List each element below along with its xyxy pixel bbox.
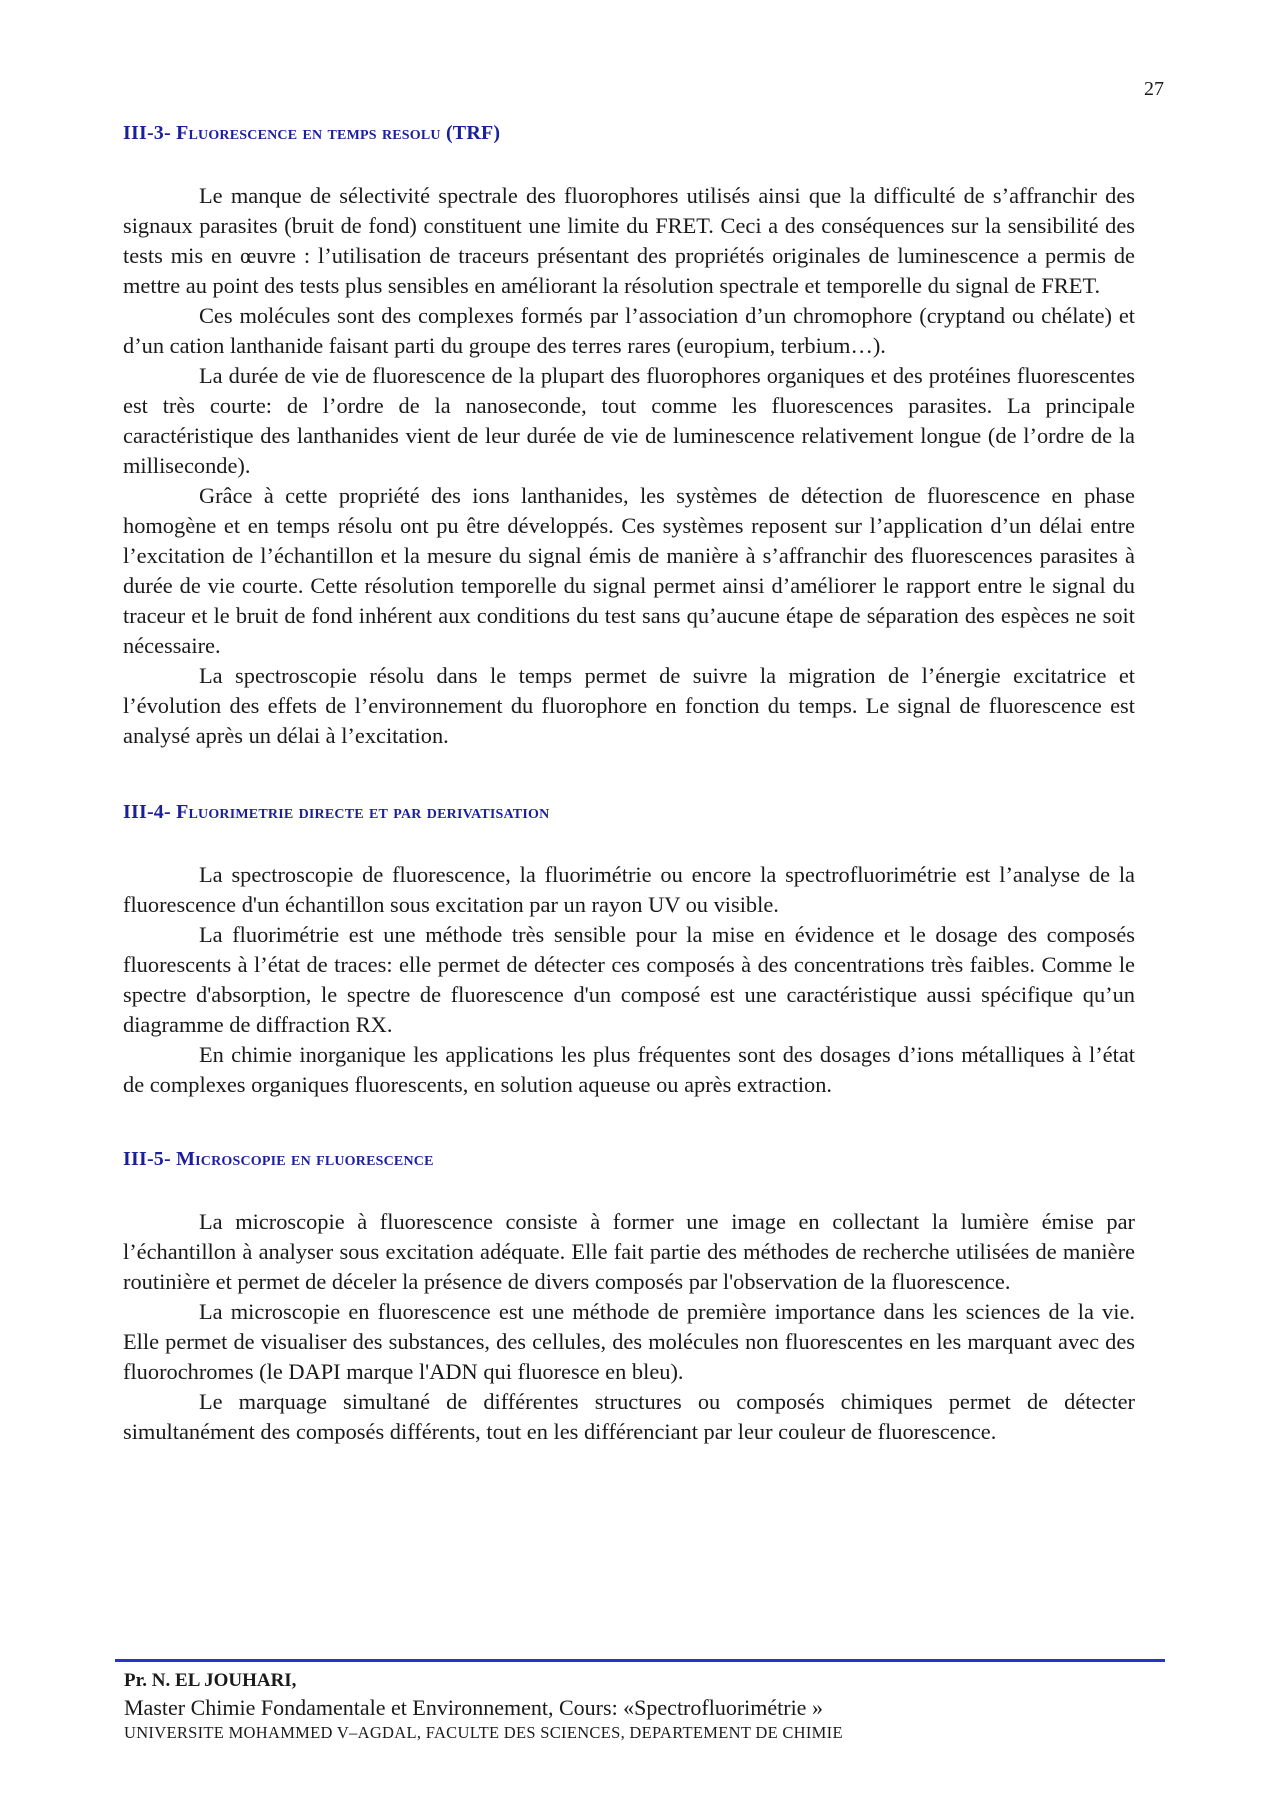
document-body (123, 122, 1135, 1447)
paragraph: Grâce à cette propriété des ions lanthanides, les systèmes de détection de fluorescence en phase homogène et en temps résolu ont pu être développés. Ces systèmes reposent sur l’application d’un délai entre l’excitation de l’échantillon et la mesure du signal émis de manière à s’affranchir des fluorescences parasites à durée de vie courte. Cette résolution temporelle du signal permet ainsi d’améliorer le rapport entre le signal du traceur et le bruit de fond inhérent aux conditions du test sans qu’aucune étape de séparation des espèces ne soit nécessaire. (123, 483, 1135, 658)
section-title: Fluorimetrie directe et par derivatisation (176, 801, 550, 823)
paragraph: La microscopie en fluorescence est une méthode de première importance dans les sciences de la vie. Elle permet de visualiser des substances, des cellules, des molécules non fluorescentes en les marquant avec des fluorochromes (le DAPI marque l'ADN qui fluoresce en bleu). (123, 1299, 1135, 1384)
paragraph: La microscopie à fluorescence consiste à former une image en collectant la lumière émise par l’échantillon à analyser sous excitation adéquate. Elle fait partie des méthodes de recherche utilisées de manière routinière et permet de déceler la présence de divers composés par l'observation de la fluorescence. (123, 1209, 1135, 1294)
page-footer (124, 1669, 1144, 1743)
section-title: Microscopie en fluorescence (176, 1148, 434, 1170)
section-microscopie (123, 1148, 1135, 1447)
paragraph: Le marquage simultané de différentes structures ou composés chimiques permet de détecter simultanément des composés différents, tout en les différenciant par leur couleur de fluorescence. (123, 1389, 1135, 1444)
page-number: 27 (1144, 78, 1164, 100)
footer-divider (115, 1659, 1165, 1662)
section-number: III-5- (123, 1148, 171, 1170)
footer-course: Master Chimie Fondamentale et Environnement, Cours: «Spectrofluorimétrie » (124, 1695, 823, 1720)
section-heading (123, 122, 1135, 145)
section-title: Fluorescence en temps resolu (176, 122, 441, 144)
paragraph: La spectroscopie résolu dans le temps permet de suivre la migration de l’énergie excitatrice et l’évolution des effets de l’environnement du fluorophore en fonction du temps. Le signal de fluorescence est analysé après un délai à l’excitation. (123, 663, 1135, 748)
section-fluorimetrie (123, 801, 1135, 1100)
section-number: III-3- (123, 122, 171, 144)
paragraph: La durée de vie de fluorescence de la plupart des fluorophores organiques et des protéines fluorescentes est très courte: de l’ordre de la nanoseconde, tout comme les fluorescences parasites. La principale caractéristique des lanthanides vient de leur durée de vie de luminescence relativement longue (de l’ordre de la milliseconde). (123, 363, 1135, 478)
paragraph: En chimie inorganique les applications les plus fréquentes sont des dosages d’ions métalliques à l’état de complexes organiques fluorescents, en solution aqueuse ou après extraction. (123, 1042, 1135, 1097)
paragraph: La spectroscopie de fluorescence, la fluorimétrie ou encore la spectrofluorimétrie est l’analyse de la fluorescence d'un échantillon sous excitation par un rayon UV ou visible. (123, 862, 1135, 917)
section-heading (123, 801, 1135, 824)
section-title-suffix: (TRF) (445, 122, 501, 144)
section-trf (123, 122, 1135, 751)
section-heading (123, 1148, 1135, 1171)
footer-university: UNIVERSITE MOHAMMED V–AGDAL, FACULTE DES SCIENCES, DEPARTEMENT DE CHIMIE (124, 1723, 843, 1742)
footer-author: Pr. N. EL JOUHARI, (124, 1670, 297, 1691)
paragraph: Ces molécules sont des complexes formés par l’association d’un chromophore (cryptand ou chélate) et d’un cation lanthanide faisant parti du groupe des terres rares (europium, terbium…). (123, 303, 1135, 358)
section-number: III-4- (123, 801, 171, 823)
paragraph: Le manque de sélectivité spectrale des fluorophores utilisés ainsi que la difficulté de s’affranchir des signaux parasites (bruit de fond) constituent une limite du FRET. Ceci a des conséquences sur la sensibilité des tests mis en œuvre : l’utilisation de traceurs présentant des propriétés originales de luminescence a permis de mettre au point des tests plus sensibles en améliorant la résolution spectrale et temporelle du signal de FRET. (123, 183, 1135, 298)
paragraph: La fluorimétrie est une méthode très sensible pour la mise en évidence et le dosage des composés fluorescents à l’état de traces: elle permet de détecter ces composés à des concentrations très faibles. Comme le spectre d'absorption, le spectre de fluorescence d'un composé est une caractéristique aussi spécifique qu’un diagramme de diffraction RX. (123, 922, 1135, 1037)
